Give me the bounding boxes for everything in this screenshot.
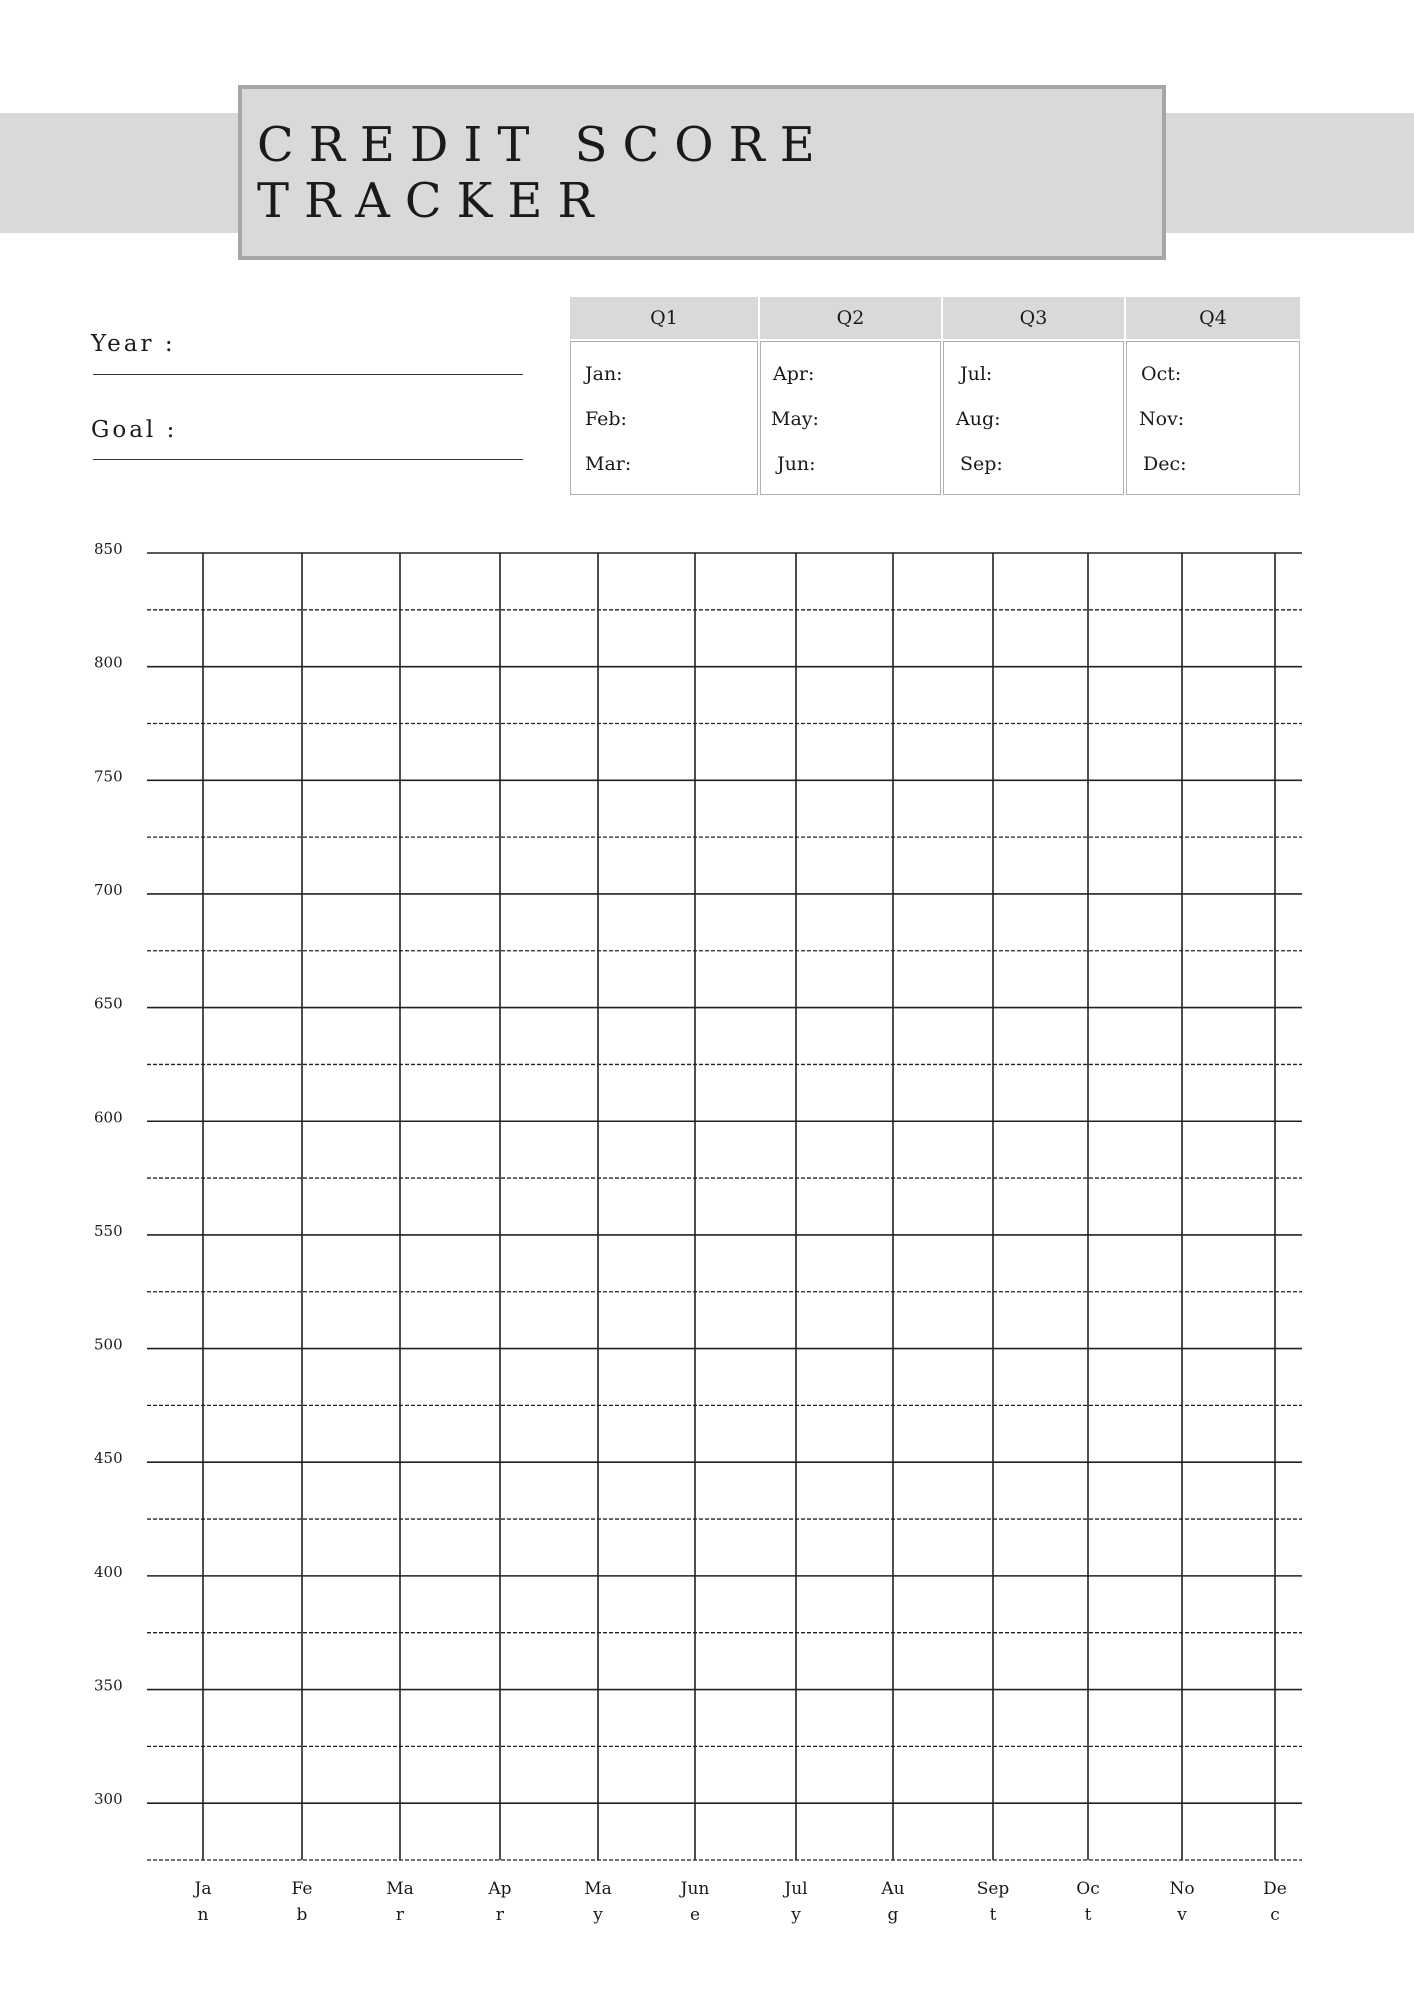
month-label: Feb: bbox=[585, 408, 627, 430]
goal-label: Goal : bbox=[91, 417, 178, 443]
quarter-header: Q4 bbox=[1126, 297, 1300, 339]
x-tick-label: No bbox=[1169, 1879, 1195, 1899]
month-label: Mar: bbox=[585, 453, 632, 475]
y-tick-label: 850 bbox=[94, 540, 123, 558]
month-label: Oct: bbox=[1141, 363, 1182, 385]
y-tick-label: 750 bbox=[94, 767, 123, 786]
x-tick-label: t bbox=[989, 1905, 997, 1925]
quarter-header: Q3 bbox=[943, 297, 1124, 339]
x-tick-label: e bbox=[689, 1905, 701, 1925]
y-tick-label: 700 bbox=[94, 880, 123, 899]
page-title: CREDIT SCORE TRACKER bbox=[257, 116, 830, 229]
month-label: Nov: bbox=[1139, 408, 1185, 430]
x-tick-label: Sep bbox=[976, 1879, 1010, 1899]
month-label: Sep: bbox=[960, 453, 1003, 475]
x-tick-label: n bbox=[197, 1905, 209, 1925]
month-label: Apr: bbox=[773, 363, 815, 385]
x-tick-label: Ma bbox=[386, 1879, 414, 1899]
y-tick-label: 300 bbox=[94, 1790, 123, 1809]
x-tick-label: Jul bbox=[784, 1879, 808, 1899]
x-tick-label: b bbox=[296, 1905, 308, 1925]
month-label: Dec: bbox=[1143, 453, 1187, 475]
x-tick-label: Au bbox=[881, 1879, 905, 1899]
quarter-header: Q1 bbox=[570, 297, 758, 339]
x-tick-label: Ja bbox=[194, 1879, 212, 1899]
x-tick-label: y bbox=[791, 1905, 801, 1925]
x-tick-label: De bbox=[1263, 1879, 1287, 1899]
y-tick-label: 600 bbox=[94, 1108, 123, 1127]
month-label: Jun: bbox=[777, 453, 816, 475]
x-tick-label: r bbox=[495, 1905, 505, 1925]
x-tick-label: Ma bbox=[584, 1879, 612, 1899]
x-tick-label: Oc bbox=[1076, 1879, 1100, 1899]
x-tick-label: Ap bbox=[488, 1879, 512, 1899]
y-tick-label: 350 bbox=[94, 1676, 123, 1695]
year-label: Year : bbox=[91, 331, 176, 357]
y-tick-label: 500 bbox=[94, 1335, 123, 1354]
y-tick-label: 650 bbox=[94, 994, 123, 1013]
quarter-header: Q2 bbox=[760, 297, 941, 339]
x-tick-label: Jun bbox=[680, 1879, 710, 1899]
x-tick-label: y bbox=[593, 1905, 603, 1925]
month-label: Jan: bbox=[585, 363, 623, 385]
x-tick-label: c bbox=[1270, 1905, 1280, 1925]
month-label: Aug: bbox=[956, 408, 1001, 430]
y-tick-label: 550 bbox=[94, 1221, 123, 1240]
y-tick-label: 450 bbox=[94, 1449, 123, 1468]
month-label: May: bbox=[771, 408, 819, 430]
y-tick-label: 400 bbox=[94, 1562, 123, 1581]
month-label: Jul: bbox=[960, 363, 993, 385]
x-tick-label: Fe bbox=[291, 1879, 313, 1899]
x-tick-label: t bbox=[1084, 1905, 1092, 1925]
y-tick-label: 800 bbox=[94, 653, 123, 672]
x-tick-label: g bbox=[887, 1905, 899, 1925]
x-tick-label: v bbox=[1177, 1905, 1187, 1925]
x-tick-label: r bbox=[395, 1905, 405, 1925]
